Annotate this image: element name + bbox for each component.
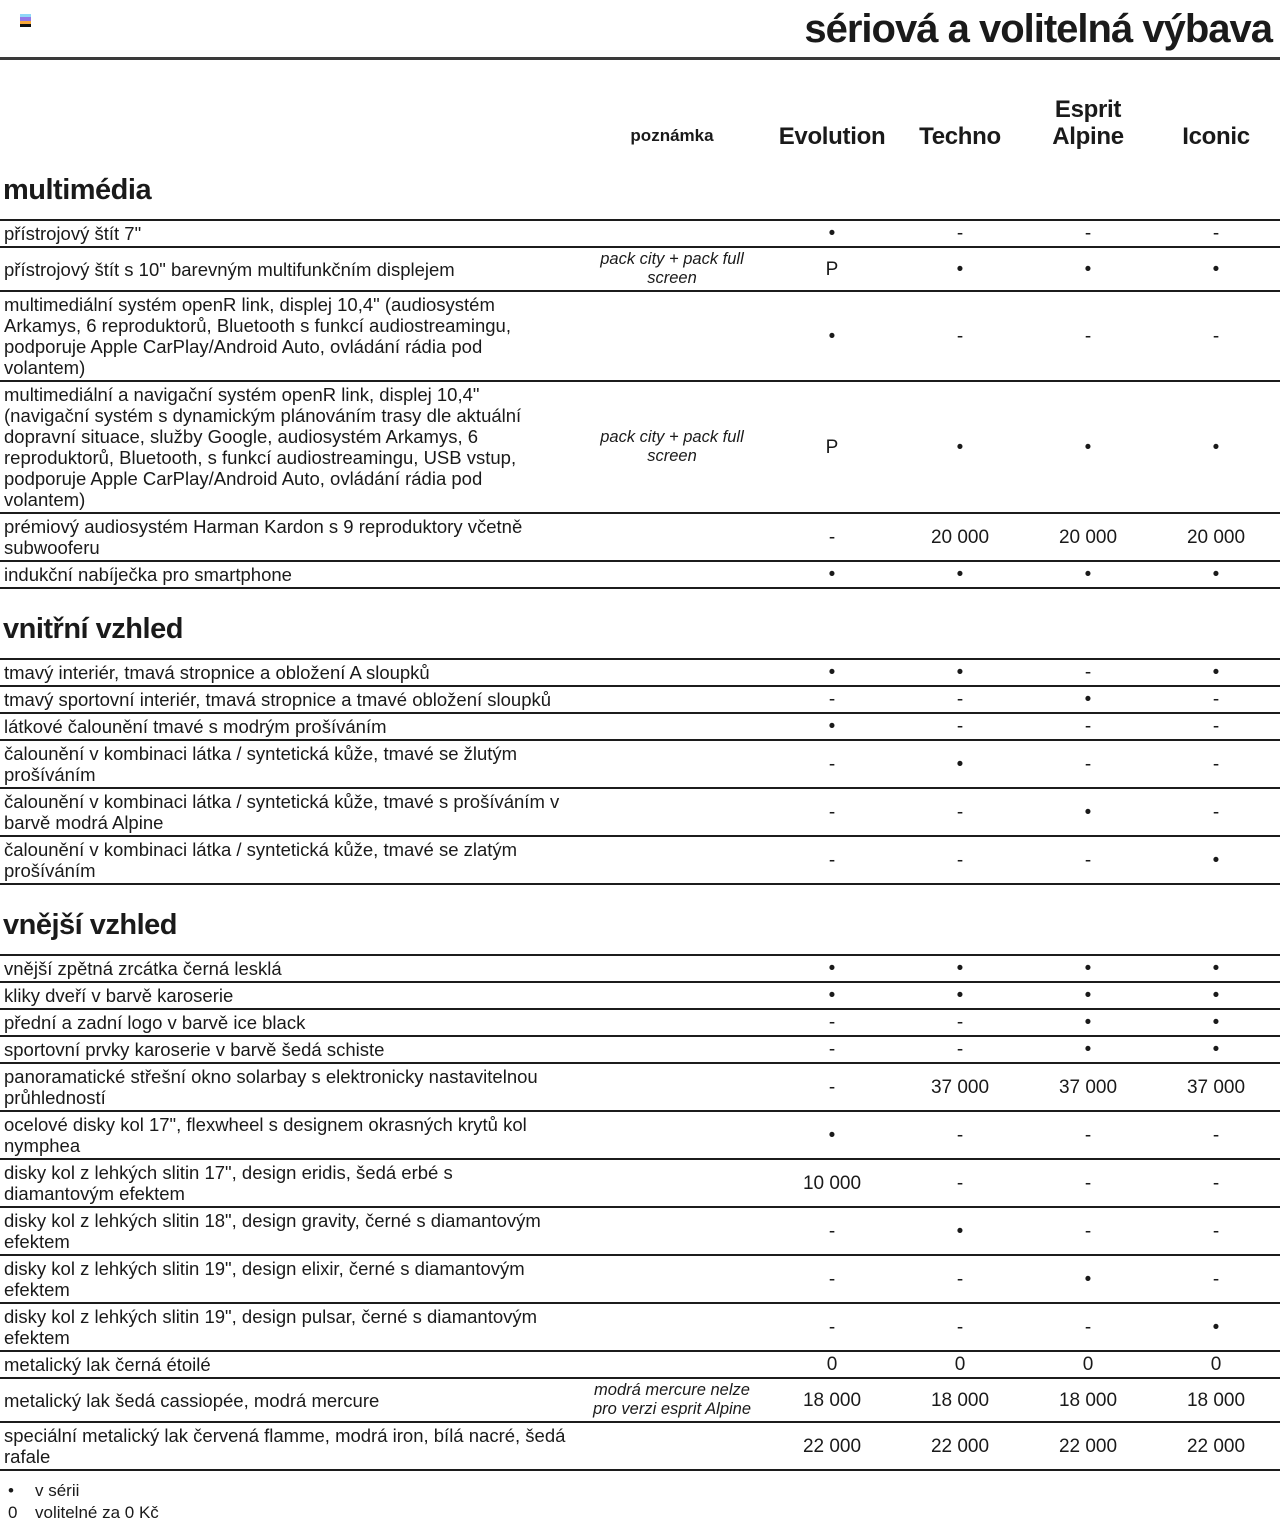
feature-name: indukční nabíječka pro smartphone bbox=[4, 564, 292, 585]
table-row bbox=[0, 658, 1280, 685]
column-header-trim-evolution: Evolution bbox=[778, 123, 886, 150]
feature-value-iconic: - bbox=[1212, 223, 1220, 244]
logo-stripe bbox=[20, 24, 31, 27]
table-row bbox=[0, 1035, 1280, 1062]
feature-value-esprit-alpine: 22 000 bbox=[1058, 1435, 1118, 1457]
legend-symbol: • bbox=[8, 1481, 14, 1500]
feature-value-evolution: • bbox=[828, 662, 836, 683]
column-header-trim-techno: Techno bbox=[919, 123, 1001, 150]
column-headers bbox=[0, 96, 1280, 150]
feature-value-evolution: • bbox=[828, 716, 836, 737]
feature-note bbox=[576, 762, 768, 766]
feature-value-iconic: • bbox=[1212, 849, 1220, 871]
feature-note bbox=[576, 1181, 768, 1185]
feature-note bbox=[576, 671, 768, 675]
legend-text: v sérii bbox=[35, 1481, 80, 1500]
feature-name: čalounění v kombinaci látka / syntetická kůže, tmavé se žlutým prošíváním bbox=[4, 743, 518, 785]
feature-value-iconic: • bbox=[1212, 958, 1220, 979]
feature-note bbox=[576, 1363, 768, 1367]
table-row bbox=[0, 1062, 1280, 1110]
feature-value-iconic: - bbox=[1212, 689, 1220, 710]
feature-value-techno: 22 000 bbox=[930, 1435, 990, 1457]
section-table bbox=[0, 219, 1280, 589]
feature-value-techno: - bbox=[956, 223, 964, 244]
feature-value-techno: 0 bbox=[954, 1354, 966, 1375]
feature-value-evolution: 10 000 bbox=[802, 1172, 862, 1194]
feature-value-iconic: 18 000 bbox=[1186, 1389, 1246, 1411]
feature-name: multimediální systém openR link, displej 10,4" (audiosystém Arkamys, 6 reproduktorů, Bluetooth s funkcí audiostreamingu, podporuje Apple CarPlay/Android Auto, ovládání rádia pod volantem) bbox=[4, 294, 511, 378]
table-row bbox=[0, 1158, 1280, 1206]
feature-value-techno: • bbox=[956, 564, 964, 585]
feature-value-esprit-alpine: - bbox=[1084, 223, 1092, 244]
table-row bbox=[0, 981, 1280, 1008]
feature-value-evolution: - bbox=[828, 526, 836, 548]
feature-value-iconic: 20 000 bbox=[1186, 526, 1246, 548]
feature-name: disky kol z lehkých slitin 17", design eridis, šedá erbé s diamantovým efektem bbox=[4, 1162, 453, 1204]
feature-value-techno: 37 000 bbox=[930, 1076, 990, 1098]
feature-value-evolution: 0 bbox=[826, 1354, 838, 1375]
table-row bbox=[0, 954, 1280, 981]
feature-value-esprit-alpine: • bbox=[1084, 564, 1092, 585]
feature-value-evolution: - bbox=[828, 1316, 836, 1338]
table-row bbox=[0, 1350, 1280, 1377]
feature-value-evolution: • bbox=[828, 985, 836, 1006]
feature-value-evolution: 18 000 bbox=[802, 1389, 862, 1411]
feature-value-iconic: • bbox=[1212, 1039, 1220, 1060]
table-row bbox=[0, 1110, 1280, 1158]
feature-note bbox=[576, 698, 768, 702]
feature-name: metalický lak šedá cassiopée, modrá mercure bbox=[4, 1389, 380, 1411]
table-row bbox=[0, 219, 1280, 246]
feature-value-techno: - bbox=[956, 1268, 964, 1290]
feature-value-techno: • bbox=[956, 753, 964, 775]
feature-value-esprit-alpine: • bbox=[1084, 436, 1092, 458]
feature-value-techno: - bbox=[956, 801, 964, 823]
feature-note bbox=[576, 1444, 768, 1448]
equipment-sections bbox=[0, 174, 1280, 1471]
column-header-note: poznámka bbox=[630, 126, 714, 145]
table-row bbox=[0, 1254, 1280, 1302]
feature-note bbox=[576, 725, 768, 729]
section-title: multimédia bbox=[3, 174, 152, 206]
feature-value-evolution: - bbox=[828, 689, 836, 710]
feature-value-esprit-alpine: • bbox=[1084, 689, 1092, 710]
feature-note bbox=[576, 967, 768, 971]
feature-value-evolution: - bbox=[828, 753, 836, 775]
feature-name: disky kol z lehkých slitin 18", design gravity, černé s diamantovým efektem bbox=[4, 1210, 541, 1252]
feature-value-iconic: - bbox=[1212, 1124, 1220, 1146]
feature-value-iconic: • bbox=[1212, 1316, 1220, 1338]
table-row bbox=[0, 787, 1280, 835]
feature-value-iconic: - bbox=[1212, 1172, 1220, 1194]
feature-note bbox=[576, 573, 768, 577]
feature-name: tmavý interiér, tmavá stropnice a obložení A sloupků bbox=[4, 662, 430, 683]
table-row bbox=[0, 560, 1280, 587]
table-row bbox=[0, 1206, 1280, 1254]
feature-name: vnější zpětná zrcátka černá lesklá bbox=[4, 958, 282, 979]
feature-name: disky kol z lehkých slitin 19", design pulsar, černé s diamantovým efektem bbox=[4, 1306, 538, 1348]
feature-value-techno: • bbox=[956, 985, 964, 1006]
feature-value-esprit-alpine: • bbox=[1084, 985, 1092, 1006]
feature-value-iconic: 37 000 bbox=[1186, 1076, 1246, 1098]
feature-note: pack city + pack full screen bbox=[600, 428, 744, 465]
feature-value-evolution: - bbox=[828, 1076, 836, 1098]
feature-value-esprit-alpine: - bbox=[1084, 325, 1092, 347]
feature-name: přístrojový štít s 10" barevným multifunkčním displejem bbox=[4, 258, 455, 280]
feature-value-esprit-alpine: • bbox=[1084, 1039, 1092, 1060]
table-row bbox=[0, 246, 1280, 290]
feature-value-iconic: - bbox=[1212, 716, 1220, 737]
feature-value-iconic: • bbox=[1212, 258, 1220, 280]
table-row bbox=[0, 1377, 1280, 1421]
feature-value-iconic: - bbox=[1212, 325, 1220, 347]
table-row bbox=[0, 1421, 1280, 1469]
feature-value-iconic: - bbox=[1212, 753, 1220, 775]
feature-value-techno: - bbox=[956, 325, 964, 347]
feature-value-iconic: - bbox=[1212, 801, 1220, 823]
section-table bbox=[0, 658, 1280, 885]
feature-value-techno: - bbox=[956, 1039, 964, 1060]
feature-note bbox=[576, 1021, 768, 1025]
feature-name: multimediální a navigační systém openR link, displej 10,4" (navigační systém s dynamickým plánováním trasy dle aktuální dopravní situace, služby Google, audiosystém Arkamys, 6 reproduktorů, Bluetooth, s funkcí audiostreamingu, USB vstup, podporuje Apple CarPlay/Android Auto, ovládání rádia pod volantem) bbox=[4, 384, 522, 510]
legend-text: volitelné za 0 Kč bbox=[35, 1503, 159, 1522]
feature-value-techno: - bbox=[956, 716, 964, 737]
section-table bbox=[0, 954, 1280, 1471]
feature-value-esprit-alpine: - bbox=[1084, 753, 1092, 775]
feature-value-evolution: - bbox=[828, 801, 836, 823]
feature-name: metalický lak černá étoilé bbox=[4, 1354, 211, 1375]
feature-value-esprit-alpine: - bbox=[1084, 716, 1092, 737]
feature-value-iconic: • bbox=[1212, 436, 1220, 458]
feature-value-esprit-alpine: • bbox=[1084, 801, 1092, 823]
table-row bbox=[0, 685, 1280, 712]
feature-value-techno: - bbox=[956, 1124, 964, 1146]
feature-name: speciální metalický lak červená flamme, modrá iron, bílá nacré, šedá rafale bbox=[4, 1425, 566, 1467]
feature-value-esprit-alpine: - bbox=[1084, 662, 1092, 683]
feature-value-esprit-alpine: - bbox=[1084, 1172, 1092, 1194]
feature-value-esprit-alpine: • bbox=[1084, 1012, 1092, 1033]
feature-value-esprit-alpine: 37 000 bbox=[1058, 1076, 1118, 1098]
feature-value-esprit-alpine: - bbox=[1084, 1220, 1092, 1242]
stripes-logo-icon bbox=[20, 14, 31, 27]
legend-item bbox=[0, 1480, 1280, 1502]
feature-value-esprit-alpine: • bbox=[1084, 258, 1092, 280]
feature-value-techno: • bbox=[956, 958, 964, 979]
column-header-trim-iconic: Iconic bbox=[1182, 123, 1250, 150]
feature-value-techno: • bbox=[956, 662, 964, 683]
feature-value-evolution: 22 000 bbox=[802, 1435, 862, 1457]
feature-name: látkové čalounění tmavé s modrým prošíváním bbox=[4, 716, 387, 737]
feature-note bbox=[576, 1229, 768, 1233]
feature-name: čalounění v kombinaci látka / syntetická kůže, tmavé se zlatým prošíváním bbox=[4, 839, 518, 881]
feature-value-esprit-alpine: - bbox=[1084, 1316, 1092, 1338]
page-header bbox=[0, 0, 1280, 57]
feature-value-iconic: - bbox=[1212, 1268, 1220, 1290]
table-row bbox=[0, 380, 1280, 512]
feature-value-techno: • bbox=[956, 436, 964, 458]
feature-note bbox=[576, 858, 768, 862]
feature-note bbox=[576, 1085, 768, 1089]
table-row bbox=[0, 512, 1280, 560]
feature-value-evolution: - bbox=[828, 1012, 836, 1033]
feature-value-evolution: • bbox=[828, 564, 836, 585]
table-row bbox=[0, 712, 1280, 739]
feature-value-esprit-alpine: 20 000 bbox=[1058, 526, 1118, 548]
feature-value-techno: 20 000 bbox=[930, 526, 990, 548]
table-row bbox=[0, 1008, 1280, 1035]
feature-value-iconic: 0 bbox=[1210, 1354, 1222, 1375]
title-divider bbox=[0, 57, 1280, 60]
feature-note bbox=[576, 535, 768, 539]
equipment-section bbox=[0, 613, 1280, 885]
feature-value-iconic: 22 000 bbox=[1186, 1435, 1246, 1457]
equipment-section bbox=[0, 909, 1280, 1471]
feature-note bbox=[576, 1048, 768, 1052]
feature-value-techno: - bbox=[956, 849, 964, 871]
feature-name: přístrojový štít 7" bbox=[4, 223, 142, 244]
feature-value-techno: - bbox=[956, 689, 964, 710]
feature-value-esprit-alpine: - bbox=[1084, 1124, 1092, 1146]
feature-name: čalounění v kombinaci látka / syntetická kůže, tmavé s prošíváním v barvě modrá Alpine bbox=[4, 791, 560, 833]
feature-value-evolution: P bbox=[825, 258, 839, 280]
legend-item bbox=[0, 1502, 1280, 1524]
feature-value-evolution: - bbox=[828, 1039, 836, 1060]
feature-note bbox=[576, 994, 768, 998]
feature-note bbox=[576, 232, 768, 236]
feature-name: kliky dveří v barvě karoserie bbox=[4, 985, 234, 1006]
feature-value-evolution: - bbox=[828, 849, 836, 871]
table-row bbox=[0, 835, 1280, 883]
feature-value-iconic: - bbox=[1212, 1220, 1220, 1242]
feature-value-techno: - bbox=[956, 1012, 964, 1033]
feature-value-esprit-alpine: • bbox=[1084, 958, 1092, 979]
feature-note bbox=[576, 1277, 768, 1281]
feature-value-techno: - bbox=[956, 1172, 964, 1194]
feature-value-evolution: P bbox=[825, 436, 839, 458]
feature-value-iconic: • bbox=[1212, 564, 1220, 585]
feature-value-iconic: • bbox=[1212, 1012, 1220, 1033]
table-row bbox=[0, 290, 1280, 380]
feature-value-esprit-alpine: 0 bbox=[1082, 1354, 1094, 1375]
feature-note: pack city + pack full screen bbox=[600, 250, 744, 287]
feature-value-techno: • bbox=[956, 1220, 964, 1242]
feature-value-esprit-alpine: 18 000 bbox=[1058, 1389, 1118, 1411]
legend-symbol: 0 bbox=[8, 1503, 18, 1522]
feature-name: panoramatické střešní okno solarbay s elektronicky nastavitelnou průhledností bbox=[4, 1066, 538, 1108]
feature-name: disky kol z lehkých slitin 19", design elixir, černé s diamantovým efektem bbox=[4, 1258, 525, 1300]
feature-value-techno: • bbox=[956, 258, 964, 280]
feature-value-evolution: - bbox=[828, 1268, 836, 1290]
feature-value-esprit-alpine: • bbox=[1084, 1268, 1092, 1290]
feature-value-techno: - bbox=[956, 1316, 964, 1338]
feature-value-evolution: • bbox=[828, 325, 836, 347]
feature-value-evolution: • bbox=[828, 1124, 836, 1146]
feature-name: sportovní prvky karoserie v barvě šedá schiste bbox=[4, 1039, 385, 1060]
feature-value-esprit-alpine: - bbox=[1084, 849, 1092, 871]
feature-note bbox=[576, 1133, 768, 1137]
feature-note bbox=[576, 810, 768, 814]
feature-value-iconic: • bbox=[1212, 985, 1220, 1006]
feature-value-iconic: • bbox=[1212, 662, 1220, 683]
column-header-trim-esprit-alpine: Esprit Alpine bbox=[1052, 96, 1124, 150]
table-row bbox=[0, 739, 1280, 787]
feature-value-evolution: • bbox=[828, 958, 836, 979]
feature-note bbox=[576, 334, 768, 338]
page-title: sériová a volitelná výbava bbox=[804, 7, 1272, 51]
feature-value-techno: 18 000 bbox=[930, 1389, 990, 1411]
feature-name: prémiový audiosystém Harman Kardon s 9 reproduktory včetně subwooferu bbox=[4, 516, 523, 558]
feature-name: přední a zadní logo v barvě ice black bbox=[4, 1012, 306, 1033]
section-title: vnější vzhled bbox=[3, 909, 178, 941]
feature-value-evolution: - bbox=[828, 1220, 836, 1242]
legend bbox=[0, 1480, 1280, 1524]
feature-name: ocelové disky kol 17", flexwheel s designem okrasných krytů kol nymphea bbox=[4, 1114, 527, 1156]
feature-name: tmavý sportovní interiér, tmavá stropnice a tmavé obložení sloupků bbox=[4, 689, 552, 710]
section-title: vnitřní vzhled bbox=[3, 613, 183, 645]
feature-note: modrá mercure nelze pro verzi esprit Alpine bbox=[592, 1381, 752, 1418]
table-row bbox=[0, 1302, 1280, 1350]
equipment-section bbox=[0, 174, 1280, 589]
feature-note bbox=[576, 1325, 768, 1329]
feature-value-evolution: • bbox=[828, 223, 836, 244]
